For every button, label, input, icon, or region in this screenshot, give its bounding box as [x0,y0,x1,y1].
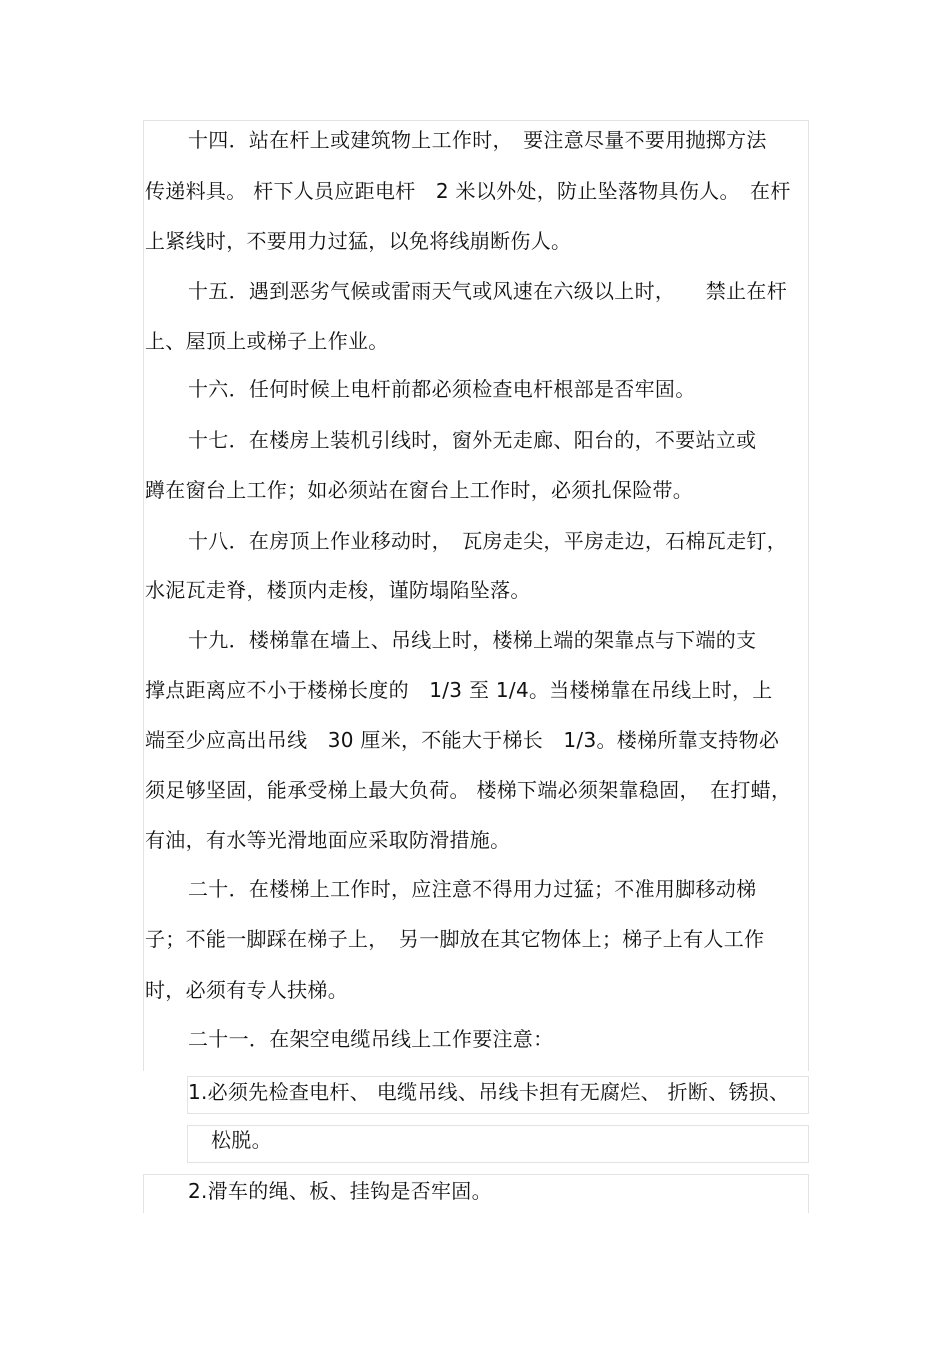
section-heading: 二十一．在架空电缆吊线上工作要注意： [188,1027,554,1051]
paragraph-line: 十四．站在杆上或建筑物上工作时， 要注意尽量不要用抛掷方法 [188,128,767,152]
paragraph-line: 端至少应高出吊线 30 厘米，不能大于梯长 1/3。楼梯所靠支持物必 [145,728,780,752]
paragraph-line: 有油，有水等光滑地面应采取防滑措施。 [145,828,511,852]
list-item: 2.滑车的绳、板、挂钩是否牢固。 [188,1179,492,1203]
paragraph-line: 十八．在房顶上作业移动时， 瓦房走尖，平房走边，石棉瓦走钉， [188,529,787,553]
paragraph-line: 十六．任何时候上电杆前都必须检查电杆根部是否牢固。 [188,377,696,401]
paragraph-line: 子；不能一脚踩在梯子上， 另一脚放在其它物体上；梯子上有人工作 [145,927,765,951]
paragraph-line: 时，必须有专人扶梯。 [145,978,348,1002]
paragraph-line: 十五．遇到恶劣气候或雷雨天气或风速在六级以上时， 禁止在杆 [188,279,787,303]
list-item: 1.必须先检查电杆、 电缆吊线、吊线卡担有无腐烂、 折断、锈损、 [188,1080,790,1104]
paragraph-line: 水泥瓦走脊，楼顶内走梭，谨防塌陷坠落。 [145,578,531,602]
paragraph-line: 十九．楼梯靠在墙上、吊线上时，楼梯上端的架靠点与下端的支 [188,628,757,652]
paragraph-line: 上紧线时，不要用力过猛，以免将线崩断伤人。 [145,229,572,253]
list-item-continuation: 松脱。 [211,1128,272,1152]
paragraph-line: 十七．在楼房上装机引线时，窗外无走廊、阳台的，不要站立或 [188,428,757,452]
paragraph-line: 须足够坚固，能承受梯上最大负荷。 楼梯下端必须架靠稳固， 在打蜡， [145,778,792,802]
list-item-box [187,1125,809,1163]
paragraph-line: 传递料具。 杆下人员应距电杆 2 米以外处，防止坠落物具伤人。 在杆 [145,179,791,203]
paragraph-line: 上、屋顶上或梯子上作业。 [145,329,389,353]
paragraph-line: 蹲在窗台上工作；如必须站在窗台上工作时，必须扎保险带。 [145,478,694,502]
paragraph-line: 撑点距离应不小于楼梯长度的 1/3 至 1/4。当楼梯靠在吊线上时，上 [145,678,773,702]
paragraph-line: 二十．在楼梯上工作时，应注意不得用力过猛；不准用脚移动梯 [188,877,757,901]
